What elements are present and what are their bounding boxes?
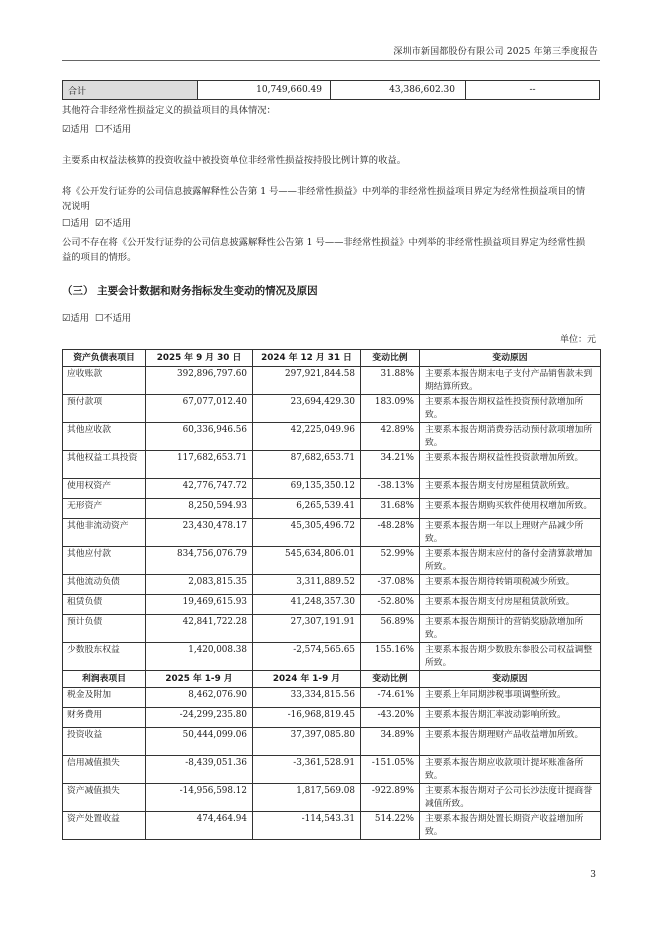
column-header: 变动比例 <box>361 671 420 688</box>
row-value-current: 23,430,478.17 <box>146 519 253 547</box>
row-value-current: 8,250,594.93 <box>146 499 253 519</box>
column-header: 利润表项目 <box>63 671 146 688</box>
paragraph-classification: 将《公开发行证券的公司信息披露解释性公告第 1 号——非经常性损益》中列举的非经常性损益项目界定为经常性损益项目的情况说明 <box>62 186 586 212</box>
row-change-ratio: -151.05% <box>361 756 420 784</box>
table-row <box>63 519 601 547</box>
unit-label: 单位：元 <box>559 335 596 345</box>
row-reason: 主要系上年同期涉税事项调整所致。 <box>420 688 601 708</box>
row-value-current: -14,956,598.12 <box>146 784 253 812</box>
summary-ytd: 43,386,602.30 <box>331 81 466 100</box>
table-header-row <box>63 350 601 367</box>
row-change-ratio: -38.13% <box>361 479 420 499</box>
row-item: 其他应收款 <box>63 423 146 451</box>
table-row <box>63 81 600 100</box>
row-reason: 主要系本报告期处置长期资产收益增加所致。 <box>420 812 601 840</box>
table-row <box>63 499 601 519</box>
row-reason: 主要系本报告期支付房屋租赁款所致。 <box>420 479 601 499</box>
row-value-current: 392,896,797.60 <box>146 367 253 395</box>
checkbox-not-applicable[interactable]: ☐不适用 <box>94 313 132 324</box>
row-value-current: 42,841,722.28 <box>146 615 253 643</box>
row-value-current: 60,336,946.56 <box>146 423 253 451</box>
row-change-ratio: -48.28% <box>361 519 420 547</box>
applicability-choice-3 <box>62 311 592 326</box>
row-item: 其他非流动资产 <box>63 519 146 547</box>
financial-changes-table <box>62 349 601 840</box>
row-reason: 主要系本报告期汇率波动影响所致。 <box>420 708 601 728</box>
row-change-ratio: 183.09% <box>361 395 420 423</box>
row-reason: 主要系本报告期预计的营销奖励款增加所致。 <box>420 615 601 643</box>
row-value-current: 834,756,076.79 <box>146 547 253 575</box>
row-reason: 主要系本报告期末应付的备付金清算款增加所致。 <box>420 547 601 575</box>
row-value-prior: 41,248,357.30 <box>253 595 361 615</box>
header-divider <box>62 60 600 61</box>
row-reason: 主要系本报告期一年以上理财产品减少所致。 <box>420 519 601 547</box>
row-value-current: 19,469,615.93 <box>146 595 253 615</box>
table-row <box>63 708 601 728</box>
row-change-ratio: 31.88% <box>361 367 420 395</box>
table-row <box>63 595 601 615</box>
row-item: 其他应付款 <box>63 547 146 575</box>
applicability-choice-1 <box>62 122 592 137</box>
row-reason: 主要系本报告期对子公司长沙法度计提商誉减值所致。 <box>420 784 601 812</box>
checkbox-not-applicable[interactable]: ☐不适用 <box>94 124 132 135</box>
row-item: 应收账款 <box>63 367 146 395</box>
row-reason: 主要系本报告期待转销项税减少所致。 <box>420 575 601 595</box>
row-value-current: -24,299,235.80 <box>146 708 253 728</box>
row-change-ratio: 514.22% <box>361 812 420 840</box>
row-value-current: -8,439,051.36 <box>146 756 253 784</box>
column-header: 变动原因 <box>420 350 601 367</box>
table-row <box>63 547 601 575</box>
row-value-prior: -2,574,565.65 <box>253 643 361 671</box>
checkbox-applicable[interactable]: ☐适用 <box>62 218 89 229</box>
section-title: （三） 主要会计数据和财务指标发生变动的情况及原因 <box>62 285 318 297</box>
row-change-ratio: 42.89% <box>361 423 420 451</box>
checkbox-not-applicable[interactable]: ☑不适用 <box>94 218 132 229</box>
column-header: 变动比例 <box>361 350 420 367</box>
row-value-prior: 23,694,429.30 <box>253 395 361 423</box>
table-row <box>63 615 601 643</box>
row-change-ratio: -52.80% <box>361 595 420 615</box>
row-item: 资产处置收益 <box>63 812 146 840</box>
row-item: 资产减值损失 <box>63 784 146 812</box>
row-item: 预付款项 <box>63 395 146 423</box>
row-change-ratio: 34.21% <box>361 451 420 479</box>
row-reason: 主要系本报告期支付房屋租赁款所致。 <box>420 595 601 615</box>
table-row <box>63 784 601 812</box>
row-value-prior: 3,311,889.52 <box>253 575 361 595</box>
row-value-prior: 27,307,191.91 <box>253 615 361 643</box>
row-item: 税金及附加 <box>63 688 146 708</box>
checkbox-applicable[interactable]: ☑适用 <box>62 124 89 135</box>
summary-label: 合计 <box>63 81 198 100</box>
row-value-current: 1,420,008.38 <box>146 643 253 671</box>
row-value-prior: 545,634,806.01 <box>253 547 361 575</box>
row-item: 其他流动负债 <box>63 575 146 595</box>
table-row <box>63 367 601 395</box>
row-value-prior: -16,968,819.45 <box>253 708 361 728</box>
row-change-ratio: 52.99% <box>361 547 420 575</box>
report-header: 深圳市新国都股份有限公司 2025 年第三季度报告 <box>393 47 598 57</box>
column-header: 2025 年 1-9 月 <box>146 671 253 688</box>
row-change-ratio: 155.16% <box>361 643 420 671</box>
row-change-ratio: -43.20% <box>361 708 420 728</box>
summary-note: -- <box>466 81 600 100</box>
row-reason: 主要系本报告期权益性投资预付款增加所致。 <box>420 395 601 423</box>
table-row <box>63 688 601 708</box>
table-row <box>63 479 601 499</box>
table-row <box>63 423 601 451</box>
row-value-current: 8,462,076.90 <box>146 688 253 708</box>
row-value-current: 42,776,747.72 <box>146 479 253 499</box>
row-value-prior: 45,305,496.72 <box>253 519 361 547</box>
table-row <box>63 756 601 784</box>
row-value-current: 474,464.94 <box>146 812 253 840</box>
row-change-ratio: 56.89% <box>361 615 420 643</box>
row-item: 财务费用 <box>63 708 146 728</box>
column-header: 2025 年 9 月 30 日 <box>146 350 253 367</box>
table-row <box>63 575 601 595</box>
table-row <box>63 451 601 479</box>
row-value-prior: 33,334,815.56 <box>253 688 361 708</box>
column-header: 2024 年 1-9 月 <box>253 671 361 688</box>
row-value-current: 67,077,012.40 <box>146 395 253 423</box>
paragraph-statement: 公司不存在将《公开发行证券的公司信息披露解释性公告第 1 号——非经常性损益》中列举的非经常性损益项目界定为经常性损益的项目的情形。 <box>62 237 586 263</box>
table-row <box>63 643 601 671</box>
table-row <box>63 812 601 840</box>
row-reason: 主要系本报告期末电子支付产品销售款未到期结算所致。 <box>420 367 601 395</box>
row-value-prior: 6,265,539.41 <box>253 499 361 519</box>
row-item: 使用权资产 <box>63 479 146 499</box>
column-header: 资产负债表项目 <box>63 350 146 367</box>
row-value-current: 50,444,099.06 <box>146 728 253 756</box>
row-reason: 主要系本报告期少数股东参股公司权益调整所致。 <box>420 643 601 671</box>
row-value-prior: 69,135,350.12 <box>253 479 361 499</box>
paragraph-other-items: 其他符合非经常性损益定义的损益项目的具体情况： <box>62 105 276 116</box>
row-value-current: 2,083,815.35 <box>146 575 253 595</box>
applicability-choice-2 <box>62 216 592 231</box>
row-change-ratio: -74.61% <box>361 688 420 708</box>
row-value-prior: 87,682,653.71 <box>253 451 361 479</box>
summary-current: 10,749,660.49 <box>198 81 331 100</box>
row-item: 预计负债 <box>63 615 146 643</box>
row-reason: 主要系本报告期应收款项计提坏账准备所致。 <box>420 756 601 784</box>
row-reason: 主要系本报告期购买软件使用权增加所致。 <box>420 499 601 519</box>
row-value-current: 117,682,653.71 <box>146 451 253 479</box>
table-row <box>63 395 601 423</box>
row-reason: 主要系本报告期理财产品收益增加所致。 <box>420 728 601 756</box>
row-value-prior: 37,397,085.80 <box>253 728 361 756</box>
row-value-prior: 297,921,844.58 <box>253 367 361 395</box>
column-header: 变动原因 <box>420 671 601 688</box>
row-item: 投资收益 <box>63 728 146 756</box>
paragraph-explanation: 主要系由权益法核算的投资收益中被投资单位非经常性损益按持股比例计算的收益。 <box>62 155 406 166</box>
row-change-ratio: -37.08% <box>361 575 420 595</box>
row-item: 租赁负债 <box>63 595 146 615</box>
row-value-prior: 1,817,569.08 <box>253 784 361 812</box>
summary-table <box>62 80 600 100</box>
row-change-ratio: 31.68% <box>361 499 420 519</box>
row-item: 少数股东权益 <box>63 643 146 671</box>
row-value-prior: 42,225,049.96 <box>253 423 361 451</box>
table-header-row <box>63 671 601 688</box>
row-reason: 主要系本报告期消费券活动预付款项增加所致。 <box>420 423 601 451</box>
row-reason: 主要系本报告期权益性投资款增加所致。 <box>420 451 601 479</box>
column-header: 2024 年 12 月 31 日 <box>253 350 361 367</box>
row-change-ratio: 34.89% <box>361 728 420 756</box>
row-item: 无形资产 <box>63 499 146 519</box>
row-value-prior: -114,543.31 <box>253 812 361 840</box>
row-item: 信用减值损失 <box>63 756 146 784</box>
page-number: 3 <box>590 870 596 880</box>
checkbox-applicable[interactable]: ☑适用 <box>62 313 89 324</box>
row-item: 其他权益工具投资 <box>63 451 146 479</box>
table-row <box>63 728 601 756</box>
row-value-prior: -3,361,528.91 <box>253 756 361 784</box>
row-change-ratio: -922.89% <box>361 784 420 812</box>
